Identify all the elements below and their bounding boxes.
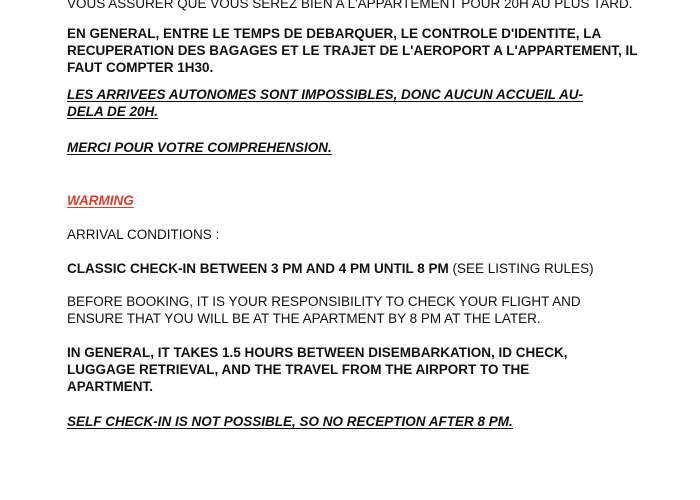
fr-general-line-1: EN GENERAL, ENTRE LE TEMPS DE DEBARQUER, LE CONTROLE D'IDENTITE, LA — [67, 26, 602, 41]
fr-autonomous-line-2: DELA DE 20H. — [67, 104, 159, 119]
fr-general-line-3: FAUT COMPTER 1H30. — [67, 60, 214, 75]
fr-autonomous-line-1: LES ARRIVEES AUTONOMES SONT IMPOSSIBLES, DONC AUCUN ACCUEIL AU- — [67, 87, 584, 102]
en-general-line-3: APARTMENT. — [67, 379, 153, 394]
arrival-conditions: ARRIVAL CONDITIONS : — [67, 227, 220, 242]
en-general-paragraph — [67, 344, 667, 395]
en-general-line-1: IN GENERAL, IT TAKES 1.5 HOURS BETWEEN DISEMBARKATION, ID CHECK, — [67, 345, 568, 360]
checkin-paragraph — [67, 260, 667, 277]
fr-general-line-2: RECUPERATION DES BAGAGES ET LE TRAJET DE L'AEROPORT A L'APPARTEMENT, IL — [67, 43, 638, 58]
fr-top-line: VOUS ASSURER QUE VOUS SEREZ BIEN A L'APPARTEMENT POUR 20H AU PLUS TARD. — [67, 0, 633, 11]
fr-general-paragraph — [67, 25, 667, 76]
fr-autonomous-paragraph — [67, 86, 667, 120]
responsibility-paragraph — [67, 293, 667, 327]
fr-thanks: MERCI POUR VOTRE COMPREHENSION. — [67, 140, 332, 155]
checkin-rest: (SEE LISTING RULES) — [448, 261, 594, 276]
responsibility-line-1: BEFORE BOOKING, IT IS YOUR RESPONSIBILITY TO CHECK YOUR FLIGHT AND — [67, 294, 581, 309]
warning-heading: WARMING — [67, 193, 134, 208]
checkin-bold: CLASSIC CHECK-IN BETWEEN 3 PM AND 4 PM UNTIL 8 PM — [67, 261, 449, 276]
responsibility-line-2: ENSURE THAT YOU WILL BE AT THE APARTMENT BY 8 PM AT THE LATER. — [67, 311, 541, 326]
en-general-line-2: LUGGAGE RETRIEVAL, AND THE TRAVEL FROM THE AIRPORT TO THE — [67, 362, 530, 377]
self-checkin-notice: SELF CHECK-IN IS NOT POSSIBLE, SO NO RECEPTION AFTER 8 PM. — [67, 414, 513, 429]
